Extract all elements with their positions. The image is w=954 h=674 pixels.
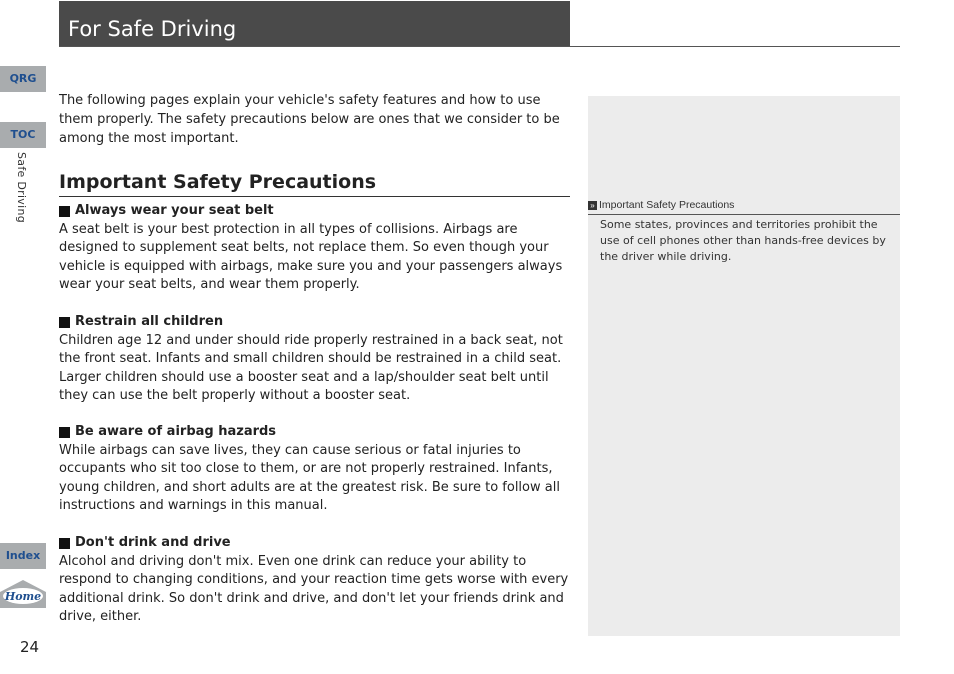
precaution-seat-belt — [59, 202, 571, 295]
precaution-children — [59, 313, 571, 406]
precaution-body: Alcohol and driving don't mix. Even one drink can reduce your ability to respond to changing conditions, and your reaction time gets worse with every additional drink. So don't drink and drive, and don't let your friends drink and drive, either. — [59, 553, 569, 624]
precaution-title: Don't drink and drive — [59, 534, 571, 553]
home-label: Home — [4, 590, 42, 603]
page-title: For Safe Driving — [59, 1, 570, 46]
toc-tab[interactable]: TOC — [0, 122, 46, 148]
page-number: 24 — [20, 638, 40, 656]
index-tab[interactable]: Index — [0, 543, 46, 569]
qrg-tab[interactable]: QRG — [0, 66, 46, 92]
note-title[interactable]: » Important Safety Precautions — [588, 196, 900, 215]
precaution-body: While airbags can save lives, they can cause serious or fatal injuries to occupants who sit too close to them, or are not properly restrained. Infants, young children, and short adults are at the greatest risk. Be sure to follow all instructions and warnings in this manual. — [59, 442, 560, 513]
bullet-square-icon — [59, 317, 70, 328]
title-divider — [59, 46, 900, 47]
precaution-airbag — [59, 423, 571, 516]
precaution-title: Always wear your seat belt — [59, 202, 571, 221]
precaution-drink-drive — [59, 534, 571, 627]
section-heading: Important Safety Precautions — [59, 169, 570, 197]
bullet-square-icon — [59, 206, 70, 217]
precaution-title: Restrain all children — [59, 313, 571, 332]
home-icon — [0, 580, 46, 608]
precaution-body: A seat belt is your best protection in all types of collisions. Airbags are designed to supplement seat belts, not replace them. So even though your vehicle is equipped with airbags, make sure you and your passengers always wear your seat belts, and wear them properly. — [59, 221, 563, 292]
bullet-square-icon — [59, 538, 70, 549]
precaution-title: Be aware of airbag hazards — [59, 423, 571, 442]
home-button[interactable] — [0, 580, 46, 608]
intro-text: The following pages explain your vehicle's safety features and how to use them properly. The safety precautions below are ones that we consider to be among the most important. — [59, 93, 560, 146]
notes-sidebar — [588, 96, 900, 636]
note-body: Some states, provinces and territories prohibit the use of cell phones other than hands-free devices by the driver while driving. — [600, 218, 886, 263]
reference-arrow-icon: » — [588, 201, 597, 210]
precaution-body: Children age 12 and under should ride properly restrained in a back seat, not the front seat. Infants and small children should be restrained in a child seat. Larger children should use a booster seat and a lap/shoulder seat belt until they can use the belt properly without a booster seat. — [59, 332, 563, 403]
section-label: Safe Driving — [15, 152, 28, 224]
bullet-square-icon — [59, 427, 70, 438]
